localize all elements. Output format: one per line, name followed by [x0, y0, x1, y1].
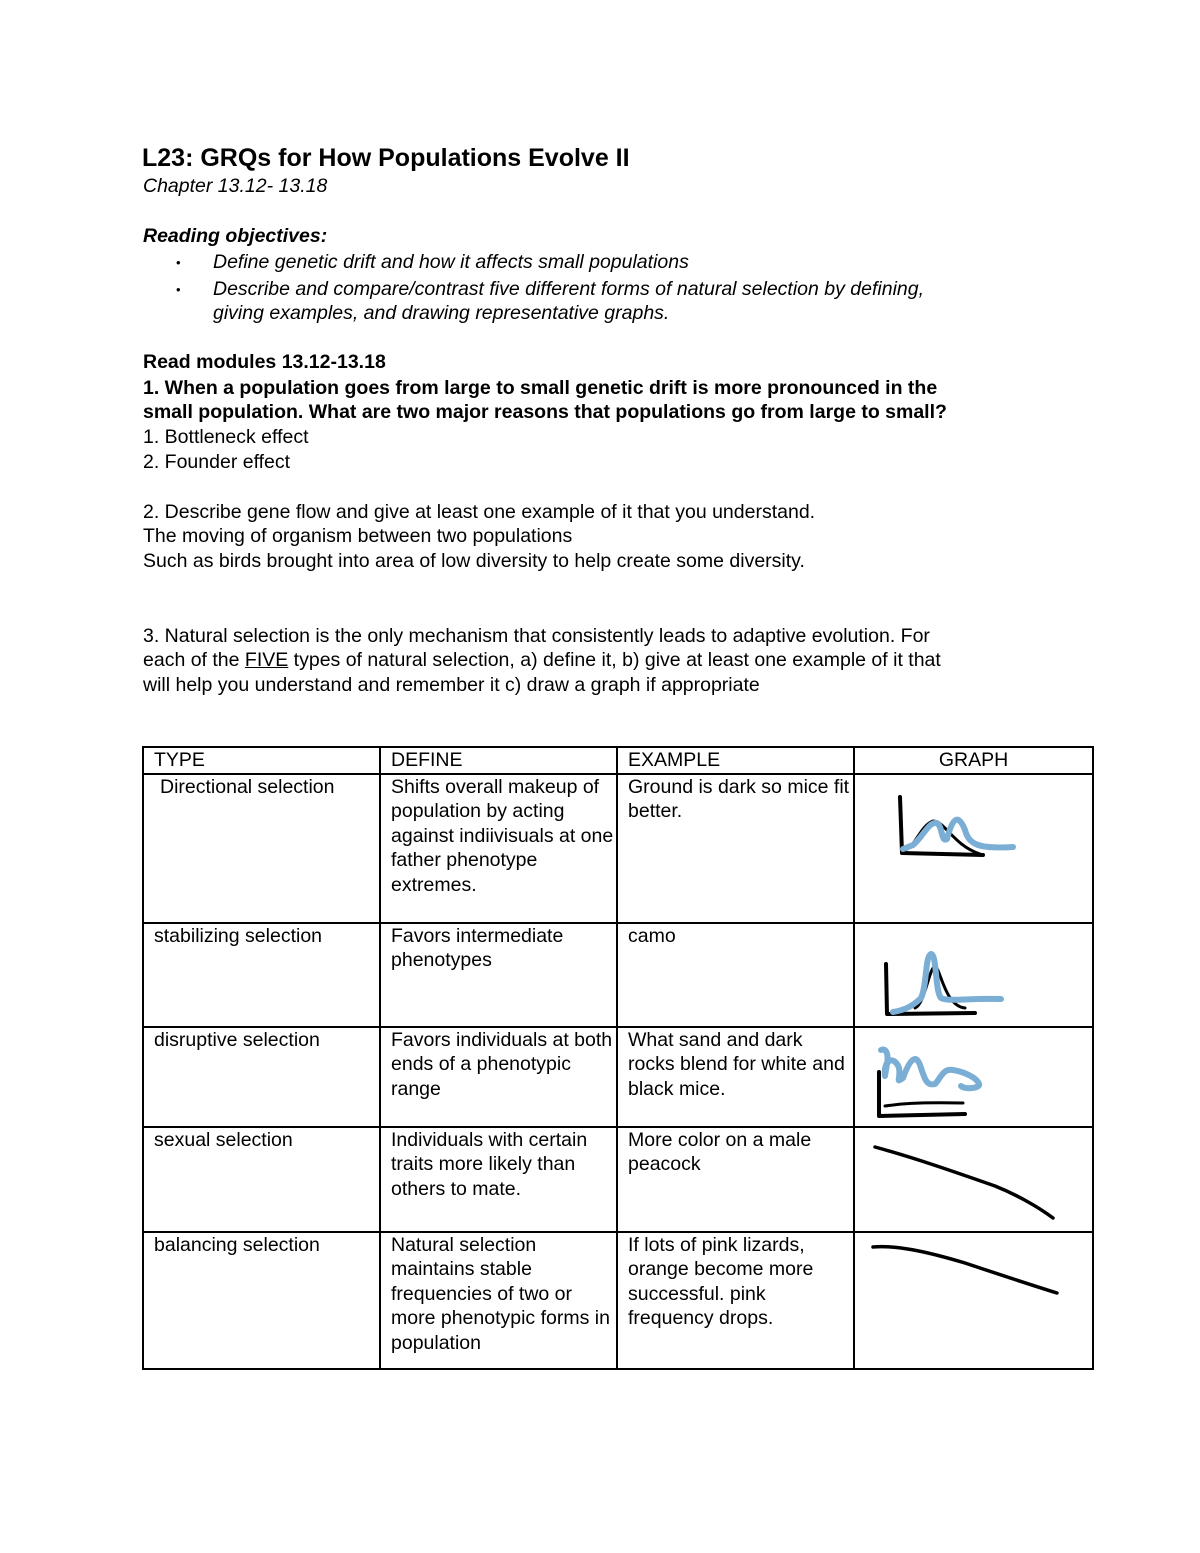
example-cell: Ground is dark so mice fit better. [617, 774, 854, 923]
type-cell: disruptive selection [143, 1027, 380, 1127]
question-3-line3: will help you understand and remember it c) draw a graph if appropriate [143, 674, 760, 696]
hand-drawn-line [875, 1147, 1053, 1218]
graph-cell [854, 923, 1093, 1027]
question-1-line2: small population. What are two major reasons that populations go from large to small? [143, 401, 947, 423]
type-cell: stabilizing selection [143, 923, 380, 1027]
graph-cell [854, 1127, 1093, 1232]
answer-2-line: Such as birds brought into area of low diversity to help create some diversity. [143, 550, 805, 572]
column-header: EXAMPLE [617, 747, 854, 774]
page-title: L23: GRQs for How Populations Evolve II [142, 144, 630, 172]
stabilizing-curve [855, 924, 1092, 1026]
column-header: GRAPH [854, 747, 1093, 774]
table-header-row [143, 747, 1093, 774]
define-cell: Individuals with certain traits more likely than others to mate. [380, 1127, 617, 1232]
hand-drawn-line [873, 1246, 1057, 1292]
balancing-line [855, 1233, 1092, 1368]
example-cell: camo [617, 923, 854, 1027]
question-3-line1: 3. Natural selection is the only mechanism that consistently leads to adaptive evolution. For [143, 625, 930, 647]
table-row [143, 774, 1093, 923]
table-row [143, 1027, 1093, 1127]
question-3-text: types of natural selection, a) define it, b) give at least one example of it that [288, 649, 941, 671]
graph-cell [854, 774, 1093, 923]
blue-curve [881, 1049, 979, 1088]
answer-2-line: The moving of organism between two populations [143, 525, 573, 547]
type-cell: Directional selection [143, 774, 380, 923]
objective-item: Define genetic drift and how it affects small populations [213, 251, 689, 273]
bullet-icon: • [176, 255, 181, 270]
objective-item-continued: giving examples, and drawing representative graphs. [213, 302, 670, 324]
question-3-text: each of the [143, 649, 245, 671]
read-modules-heading: Read modules 13.12-13.18 [143, 351, 386, 373]
table-row [143, 1232, 1093, 1369]
example-cell: If lots of pink lizards, orange become more successful. pink frequency drops. [617, 1232, 854, 1369]
black-curve [885, 1102, 963, 1105]
answer-1-item: 2. Founder effect [143, 451, 291, 473]
chapter-reference: Chapter 13.12- 13.18 [143, 175, 328, 197]
define-cell: Natural selection maintains stable frequencies of two or more phenotypic forms in population [380, 1232, 617, 1369]
example-cell: More color on a male peacock [617, 1127, 854, 1232]
selection-table [142, 746, 1094, 1370]
bullet-icon: • [176, 282, 181, 297]
column-header: TYPE [143, 747, 380, 774]
define-cell: Shifts overall makeup of population by acting against indiivisuals at one father phenotype extremes. [380, 774, 617, 923]
question-3-emphasis: FIVE [244, 649, 289, 671]
question-3-line2 [143, 648, 941, 673]
question-1-line1: 1. When a population goes from large to small genetic drift is more pronounced in the [143, 377, 938, 399]
blue-curve [893, 954, 1001, 1012]
graph-cell [854, 1027, 1093, 1127]
sexual-line [855, 1128, 1092, 1231]
type-cell: balancing selection [143, 1232, 380, 1369]
table-row [143, 923, 1093, 1027]
define-cell: Favors intermediate phenotypes [380, 923, 617, 1027]
graph-cell [854, 1232, 1093, 1369]
example-cell: What sand and dark rocks blend for white and black mice. [617, 1027, 854, 1127]
blue-curve [903, 819, 1013, 848]
table-row [143, 1127, 1093, 1232]
objectives-heading: Reading objectives: [143, 225, 328, 247]
objective-item: Describe and compare/contrast five different forms of natural selection by defining, [213, 278, 925, 300]
type-cell: sexual selection [143, 1127, 380, 1232]
answer-1-item: 1. Bottleneck effect [143, 426, 309, 448]
column-header: DEFINE [380, 747, 617, 774]
directional-curve [855, 775, 1092, 922]
question-2: 2. Describe gene flow and give at least one example of it that you understand. [143, 501, 816, 523]
define-cell: Favors individuals at both ends of a phenotypic range [380, 1027, 617, 1127]
disruptive-curve [855, 1028, 1092, 1126]
